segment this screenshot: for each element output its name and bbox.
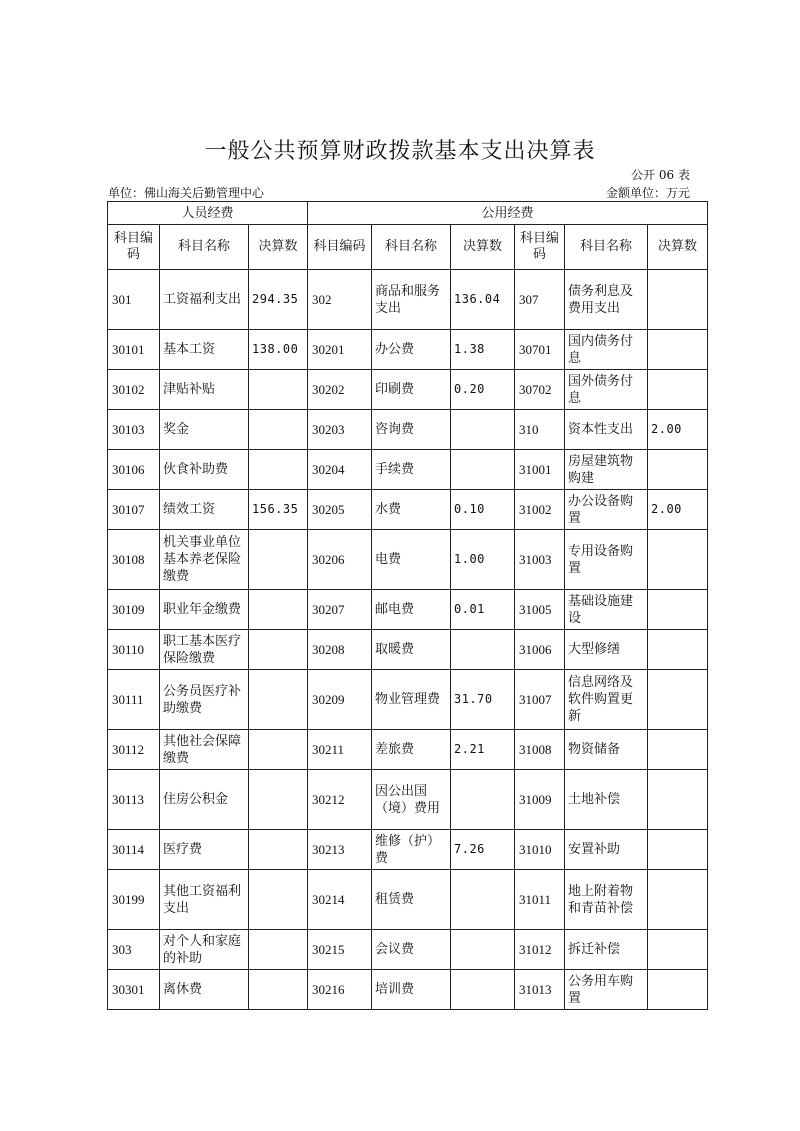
subject-code: 30114 (108, 830, 160, 870)
column-header: 科目编码 (108, 225, 160, 270)
subject-name: 水费 (372, 490, 451, 530)
subject-code: 30208 (308, 630, 372, 670)
subject-name: 拆迁补偿 (565, 930, 648, 970)
subject-name: 邮电费 (372, 590, 451, 630)
final-amount (249, 450, 308, 490)
subject-code: 30211 (308, 730, 372, 770)
table-row (108, 870, 708, 930)
subject-name: 维修（护）费 (372, 830, 451, 870)
subject-name: 安置补助 (565, 830, 648, 870)
column-header: 科目编码 (308, 225, 372, 270)
subject-name: 机关事业单位基本养老保险缴费 (160, 530, 249, 590)
final-amount: 1.38 (451, 330, 515, 370)
final-amount: 31.70 (451, 670, 515, 730)
final-amount: 0.01 (451, 590, 515, 630)
table-row (108, 370, 708, 410)
subject-code: 31013 (515, 970, 565, 1010)
final-amount (648, 530, 708, 590)
subject-code: 30206 (308, 530, 372, 590)
final-amount (249, 930, 308, 970)
subject-code: 30109 (108, 590, 160, 630)
subject-code: 31001 (515, 450, 565, 490)
table-row (108, 730, 708, 770)
reporting-unit: 单位：佛山海关后勤管理中心 (108, 186, 265, 200)
final-amount (451, 930, 515, 970)
amount-unit: 金额单位：万元 (605, 186, 690, 200)
subject-name: 离休费 (160, 970, 249, 1010)
table-row (108, 670, 708, 730)
subject-name: 差旅费 (372, 730, 451, 770)
subject-code: 31009 (515, 770, 565, 830)
subject-code: 30103 (108, 410, 160, 450)
subject-code: 303 (108, 930, 160, 970)
final-amount: 136.04 (451, 270, 515, 330)
subject-name: 电费 (372, 530, 451, 590)
subject-code: 30107 (108, 490, 160, 530)
subject-name: 职工基本医疗保险缴费 (160, 630, 249, 670)
subject-name: 商品和服务支出 (372, 270, 451, 330)
final-amount (249, 830, 308, 870)
final-amount (451, 870, 515, 930)
subject-name: 债务利息及费用支出 (565, 270, 648, 330)
subject-name: 基本工资 (160, 330, 249, 370)
subject-name: 会议费 (372, 930, 451, 970)
subject-code: 30209 (308, 670, 372, 730)
final-amount: 0.10 (451, 490, 515, 530)
table-row (108, 410, 708, 450)
subject-name: 专用设备购置 (565, 530, 648, 590)
subject-name: 津贴补贴 (160, 370, 249, 410)
subject-name: 房屋建筑物购建 (565, 450, 648, 490)
final-amount (249, 670, 308, 730)
subject-name: 办公费 (372, 330, 451, 370)
final-amount (648, 730, 708, 770)
table-row (108, 590, 708, 630)
subject-code: 31003 (515, 530, 565, 590)
subject-code: 30214 (308, 870, 372, 930)
final-amount (648, 870, 708, 930)
final-amount (249, 970, 308, 1010)
subject-code: 30216 (308, 970, 372, 1010)
final-amount (648, 970, 708, 1010)
subject-code: 31007 (515, 670, 565, 730)
subject-name: 公务员医疗补助缴费 (160, 670, 249, 730)
subject-name: 物资储备 (565, 730, 648, 770)
final-amount (249, 410, 308, 450)
table-row (108, 270, 708, 330)
final-amount (249, 770, 308, 830)
subject-code: 30301 (108, 970, 160, 1010)
subject-name: 因公出国（境）费用 (372, 770, 451, 830)
subject-name: 取暖费 (372, 630, 451, 670)
subject-code: 31006 (515, 630, 565, 670)
subject-name: 绩效工资 (160, 490, 249, 530)
subject-code: 30110 (108, 630, 160, 670)
subject-name: 其他社会保障缴费 (160, 730, 249, 770)
subject-name: 培训费 (372, 970, 451, 1010)
subject-code: 30213 (308, 830, 372, 870)
final-amount: 2.00 (648, 410, 708, 450)
column-header: 决算数 (451, 225, 515, 270)
subject-code: 30101 (108, 330, 160, 370)
subject-code: 30207 (308, 590, 372, 630)
final-amount (451, 970, 515, 1010)
final-amount (648, 370, 708, 410)
subject-code: 30113 (108, 770, 160, 830)
subject-code: 30102 (108, 370, 160, 410)
final-amount: 138.00 (249, 330, 308, 370)
column-header: 科目名称 (565, 225, 648, 270)
table-row (108, 830, 708, 870)
subject-code: 302 (308, 270, 372, 330)
table-row (108, 450, 708, 490)
subject-name: 医疗费 (160, 830, 249, 870)
subject-name: 印刷费 (372, 370, 451, 410)
subject-code: 31005 (515, 590, 565, 630)
final-amount (648, 670, 708, 730)
subject-name: 其他工资福利支出 (160, 870, 249, 930)
form-number: 公开 06 表 (631, 168, 690, 182)
subject-name: 租赁费 (372, 870, 451, 930)
subject-code: 30202 (308, 370, 372, 410)
column-header: 科目名称 (160, 225, 249, 270)
subject-code: 30108 (108, 530, 160, 590)
subject-name: 奖金 (160, 410, 249, 450)
final-amount (648, 630, 708, 670)
subject-code: 30215 (308, 930, 372, 970)
subject-code: 30112 (108, 730, 160, 770)
table-row (108, 770, 708, 830)
subject-name: 土地补偿 (565, 770, 648, 830)
subject-name: 国外债务付息 (565, 370, 648, 410)
subject-code: 310 (515, 410, 565, 450)
final-amount (648, 930, 708, 970)
subject-name: 手续费 (372, 450, 451, 490)
subject-code: 31010 (515, 830, 565, 870)
final-amount: 0.20 (451, 370, 515, 410)
final-amount: 7.26 (451, 830, 515, 870)
column-header: 科目编码 (515, 225, 565, 270)
subject-name: 伙食补助费 (160, 450, 249, 490)
final-amount (648, 270, 708, 330)
subject-code: 30106 (108, 450, 160, 490)
subject-code: 31012 (515, 930, 565, 970)
column-header: 决算数 (648, 225, 708, 270)
subject-code: 31002 (515, 490, 565, 530)
subject-name: 物业管理费 (372, 670, 451, 730)
subject-code: 30111 (108, 670, 160, 730)
final-amount (249, 590, 308, 630)
subject-code: 30701 (515, 330, 565, 370)
subject-name: 大型修缮 (565, 630, 648, 670)
subject-code: 30702 (515, 370, 565, 410)
final-amount (451, 410, 515, 450)
subject-name: 咨询费 (372, 410, 451, 450)
expenditure-table (107, 201, 708, 1010)
final-amount (648, 590, 708, 630)
final-amount (451, 450, 515, 490)
final-amount (648, 770, 708, 830)
final-amount (648, 450, 708, 490)
table-row (108, 930, 708, 970)
final-amount: 156.35 (249, 490, 308, 530)
table-row (108, 330, 708, 370)
subject-code: 307 (515, 270, 565, 330)
subject-name: 住房公积金 (160, 770, 249, 830)
subject-name: 对个人和家庭的补助 (160, 930, 249, 970)
subject-code: 30203 (308, 410, 372, 450)
table-body (108, 270, 708, 1010)
subject-code: 30205 (308, 490, 372, 530)
subject-name: 信息网络及软件购置更新 (565, 670, 648, 730)
subject-name: 工资福利支出 (160, 270, 249, 330)
group-header-personnel: 人员经费 (108, 202, 308, 225)
final-amount: 2.21 (451, 730, 515, 770)
subject-code: 30212 (308, 770, 372, 830)
subject-code: 30201 (308, 330, 372, 370)
subject-name: 办公设备购置 (565, 490, 648, 530)
final-amount (249, 730, 308, 770)
final-amount (451, 770, 515, 830)
final-amount (451, 630, 515, 670)
subject-name: 资本性支出 (565, 410, 648, 450)
group-header-public: 公用经费 (308, 202, 708, 225)
subject-name: 地上附着物和青苗补偿 (565, 870, 648, 930)
subject-code: 31011 (515, 870, 565, 930)
page-title: 一般公共预算财政拨款基本支出决算表 (204, 139, 596, 164)
final-amount (648, 330, 708, 370)
final-amount (249, 630, 308, 670)
subject-code: 301 (108, 270, 160, 330)
table-row (108, 970, 708, 1010)
final-amount: 2.00 (648, 490, 708, 530)
subject-code: 31008 (515, 730, 565, 770)
column-header: 决算数 (249, 225, 308, 270)
final-amount (648, 830, 708, 870)
column-header: 科目名称 (372, 225, 451, 270)
subject-name: 职业年金缴费 (160, 590, 249, 630)
subject-name: 基础设施建设 (565, 590, 648, 630)
table-row (108, 530, 708, 590)
table-row (108, 630, 708, 670)
subject-code: 30204 (308, 450, 372, 490)
final-amount (249, 370, 308, 410)
subject-name: 国内债务付息 (565, 330, 648, 370)
table-row (108, 490, 708, 530)
final-amount (249, 530, 308, 590)
final-amount: 294.35 (249, 270, 308, 330)
final-amount: 1.00 (451, 530, 515, 590)
subject-code: 30199 (108, 870, 160, 930)
final-amount (249, 870, 308, 930)
subject-name: 公务用车购置 (565, 970, 648, 1010)
